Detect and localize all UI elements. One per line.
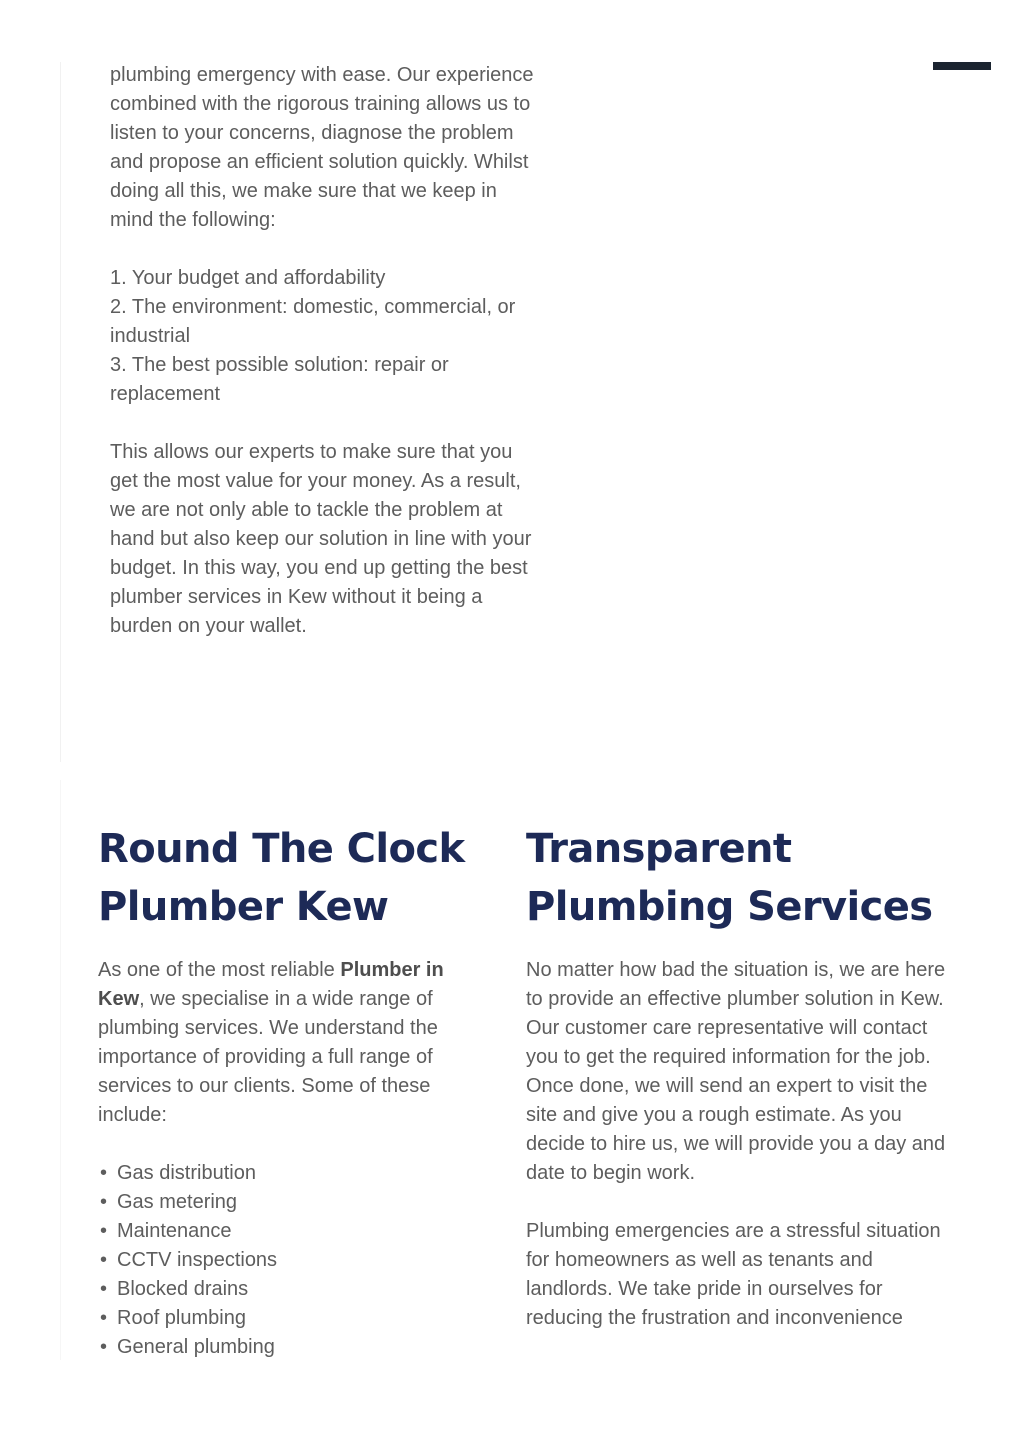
intro-text-start: As one of the most reliable <box>98 959 341 981</box>
intro-paragraph: plumbing emergency with ease. Our experience combined with the rigorous training allows us to listen to your concerns, diagnose the problem and propose an efficient solution quickly. Whilst doing all this, we make sure that we keep in mind the following: <box>110 64 534 231</box>
services-list <box>98 1159 483 1362</box>
round-the-clock-heading: Round The Clock Plumber Kew <box>98 826 465 930</box>
transparent-paragraph-1: No matter how bad the situation is, we are here to provide an effective plumber solution in Kew. Our customer care representative will contact you to get the required information for the job. Once done, we will send an expert to visit the site and give you a rough estimate. As you decide to hire us, we will provide you a day and date to begin work. <box>526 959 946 1184</box>
intro-list-item: 2. The environment: domestic, commercial, or industrial <box>110 296 516 347</box>
intro-text-block <box>110 61 535 641</box>
transparent-paragraph-2: Plumbing emergencies are a stressful situation for homeowners as well as tenants and landlords. We take pride in ourselves for reducing the frustration and inconvenience <box>526 1220 941 1329</box>
service-list-item: • Gas distribution <box>98 1159 483 1188</box>
service-list-item: • Gas metering <box>98 1188 483 1217</box>
intro-list-item: 3. The best possible solution: repair or replacement <box>110 354 449 405</box>
intro-bold-keyword: Plumber in Kew <box>98 959 444 1010</box>
round-the-clock-intro <box>98 956 483 1130</box>
service-list-item: • Roof plumbing <box>98 1304 483 1333</box>
transparent-services-heading: Transparent Plumbing Services <box>526 826 933 930</box>
round-the-clock-section <box>98 820 483 1362</box>
intro-closing-paragraph: This allows our experts to make sure that you get the most value for your money. As a result, we are not only able to tackle the problem at hand but also keep our solution in line with your budget. In this way, you end up getting the best plumber services in Kew without it being a burden on your wallet. <box>110 441 532 637</box>
intro-list-item: 1. Your budget and affordability <box>110 267 386 289</box>
service-list-item: • CCTV inspections <box>98 1246 483 1275</box>
left-divider-lower <box>60 780 61 1360</box>
service-list-item: • General plumbing <box>98 1333 483 1362</box>
service-list-item: • Maintenance <box>98 1217 483 1246</box>
service-list-item: • Blocked drains <box>98 1275 483 1304</box>
transparent-services-section <box>526 820 956 1333</box>
left-divider <box>60 62 61 762</box>
menu-toggle-icon[interactable] <box>933 62 991 70</box>
intro-text-end: , we specialise in a wide range of plumbing services. We understand the importance of providing a full range of services to our clients. Some of these include: <box>98 988 438 1126</box>
